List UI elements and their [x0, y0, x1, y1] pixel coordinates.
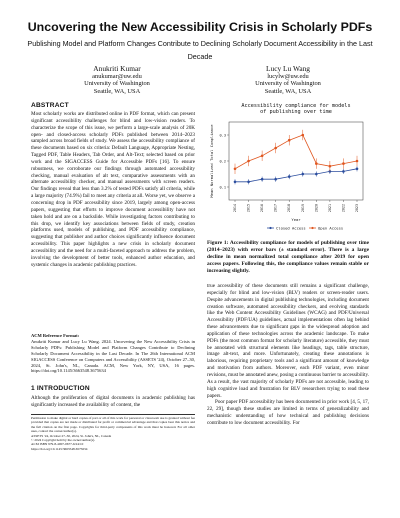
legend-marker [269, 227, 271, 229]
data-point [301, 134, 304, 137]
x-tick-label: 2015 [246, 204, 251, 213]
data-point [288, 175, 291, 178]
intro-paragraph-1: true accessibility of these documents still remains a significant challenge, especially for blind and low-vision (BLV) readers or screen-reader users. Despite advancements in digital publishing technologies, including document creation software, automated accessibility checkers, and evolving standards like the Web Content Accessibility Guidelines (WCAG) and PDF/Universal Accessibility (PDF/UA) guidelines, actual implementations often lag behind these advancements due to significant gaps in the widespread adoption and application of these technologies across the academic landscape. To make PDFs (the most common format for scholarly literature) accessible, they must be annotated with structural elements like headings, tags, table structure, image alt-text, and more. Unfortunately, creating these annotations is laborious, requiring proprietary tools and a significant amount of knowledge and motivation from authors. Moreover, each PDF variant, even minor revisions, must be annotated anew, posing a continuous barrier to accessibility. As a result, the vast majority of scholarly PDFs are not accessible, leading to high cognitive load and frustration for BLV researchers trying to read these papers. [207, 283, 369, 399]
data-point [247, 181, 250, 184]
data-point [288, 139, 291, 142]
introduction-section [31, 385, 195, 409]
data-point [315, 173, 318, 176]
isbn-text: ACM ISBN 979-8-4007-0677-6/24/10 [31, 442, 84, 447]
x-tick-label: 2022 [341, 204, 346, 213]
author-location: Seattle, WA, USA [93, 87, 141, 95]
legend-label: Closed Access [276, 225, 306, 231]
author-block-2 [223, 65, 353, 95]
paper-subtitle: Publishing Model and Platform Changes Contribute to Declining Scholarly Document Accessibility in the Last Decade [27, 39, 373, 61]
introduction-text: Although the proliferation of digital documents in academic publishing has significantly increased the availability of content, the [31, 395, 195, 408]
data-point [234, 181, 237, 184]
chart-title-line: of publishing over time [260, 109, 332, 115]
data-point [329, 165, 332, 168]
permission-text: Permission to make digital or hard copies of part or all of this work for personal or classroom use is granted without fee provided that copies are not made or distributed for profit or commercial advantage and that copies bear this notice and the full citation on the first page. Copyrights for third-party components of this work must be honored. For all other uses, contact the owner/author(s). [31, 416, 195, 434]
doi-link[interactable]: https://doi.org/10.1145/3663548.3675634 [31, 446, 88, 451]
acm-reference-text: Anukriti Kumar and Lucy Lu Wang. 2024. Uncovering the New Accessibility Crisis in Scholarly PDFs: Publishing Model and Platform Changes Contribute to Declining Scholarly Document Accessibility in the Last Decade. In The 26th International ACM SIGACCESS Conference on Computers and Accessibility (ASSETS '24), October 27–30, 2024, St. John's, NL, Canada. ACM, New York, NY, USA, 16 pages. https://doi.org/10.1145/3663548.3675634 [31, 338, 195, 374]
data-point [261, 155, 264, 158]
data-point [234, 168, 237, 171]
chart-title [241, 103, 350, 115]
legend-label: Open Access [318, 225, 344, 231]
data-point [315, 162, 318, 165]
author-email[interactable]: anukumar@uw.edu [92, 72, 142, 80]
legend-marker [311, 227, 313, 229]
author-name: Lucy Lu Wang [265, 64, 310, 73]
data-point [247, 160, 250, 163]
author-affiliation: University of Washington [255, 80, 321, 88]
author-block-1 [52, 65, 182, 95]
acm-reference-heading: ACM Reference Format: [31, 333, 80, 338]
x-tick-label: 2021 [327, 204, 332, 213]
intro-paragraph-2: Poor paper PDF accessibility has been documented in prior work [4, 5, 17, 22, 29], though these studies are limited in terms of generalizability and mechanistic understanding of how technical and publishing decisions contribute to low document accessibility. For [207, 399, 369, 426]
acm-reference [31, 333, 195, 374]
y-axis-label: Mean Normalized Total Compliance [209, 124, 214, 198]
data-point [274, 178, 277, 181]
data-point [274, 147, 277, 150]
abstract-text: Most scholarly works are distributed online in PDF format, which can present significant accessibility challenges for blind and low-vision readers. To characterize the scope of this issue, we perform a large-scale analysis of 20K open- and closed-access scholarly PDFs published between 2014–2023 sampled across broad fields of study. We assess the accessibility compliance of these documents based on six criteria: Default Language, Appropriate Nesting, Tagged PDF, Table Headers, Tab Order, and Alt-Text; selected based on prior work and the SIGACCESS Guide for Accessible PDFs [16]. To ensure robustness, we corroborate our findings through automated accessibility checking, manual evaluation of alt text, comparative assessments with an alternate accessibility checker, and manual assessments with screen readers. Our findings reveal that less than 3.2% of tested PDFs satisfy all criteria, while a large majority (74.9%) fail to meet any criteria at all. Worse yet, we observe a concerning drop in PDF accessibility since 2019, largely among open-access papers, suggesting that efforts to improve document accessibility have not taken hold and are on a backslide. While investigating factors contributing to this drop, we identify key associations between fields of study, creation platforms used, models of publishing, and PDF accessibility compliance, suggesting that publisher and author choices significantly influence document accessibility. This paper highlights a new crisis in scholarly document accessibility and the need for a multi-faceted approach to address the problem, involving the development of better tools, enhanced author education, and systemic changes in academic publishing practices. [31, 111, 195, 268]
x-tick-label: 2016 [260, 204, 265, 213]
x-tick-label: 2020 [314, 204, 319, 213]
series-line-0 [235, 169, 357, 182]
abstract-section [31, 102, 195, 268]
footnote-rule [31, 414, 195, 415]
chart-title-line: Accessibility compliance for models [241, 103, 351, 109]
data-point [342, 162, 345, 165]
y-tick-label: 0.2 [219, 159, 226, 164]
series-line-1 [235, 135, 357, 169]
x-tick-label: 2019 [300, 204, 305, 213]
x-tick-label: 2014 [233, 204, 237, 213]
x-tick-label: 2017 [273, 204, 278, 213]
y-tick-label: 0.1 [219, 185, 226, 190]
footnote [31, 416, 195, 451]
author-email[interactable]: lucylw@uw.edu [267, 72, 309, 80]
x-tick-label: 2018 [287, 204, 292, 213]
author-name: Anukriti Kumar [93, 64, 141, 73]
compliance-line-chart [207, 100, 369, 235]
x-tick-label: 2023 [355, 204, 359, 213]
author-location: Seattle, WA, USA [264, 87, 312, 95]
data-point [301, 173, 304, 176]
introduction-heading: 1 INTRODUCTION [31, 385, 90, 392]
figure-caption: Figure 1: Accessibility compliance for models of publishing over time (2014–2023) with error bars (± standard error). There is a large decline in mean normalized total compliance after 2019 for open access papers. Following this, the compliance values remain stable or increasing slightly. [207, 240, 369, 274]
venue-text: ASSETS '24, October 27–30, 2024, St. John's, NL, Canada [31, 433, 112, 438]
data-point [342, 170, 345, 173]
copyright-text: © 2024 Copyright held by the owner/author(s). [31, 438, 96, 443]
y-tick-label: 0.3 [219, 133, 226, 138]
data-point [356, 160, 359, 163]
right-column-text [207, 283, 369, 427]
abstract-heading: ABSTRACT [31, 102, 69, 109]
data-point [261, 178, 264, 181]
author-affiliation: University of Washington [84, 80, 150, 88]
data-point [356, 168, 359, 171]
paper-title: Uncovering the New Accessibility Crisis in Scholarly PDFs [27, 20, 373, 34]
x-axis-label: Year [291, 217, 301, 222]
